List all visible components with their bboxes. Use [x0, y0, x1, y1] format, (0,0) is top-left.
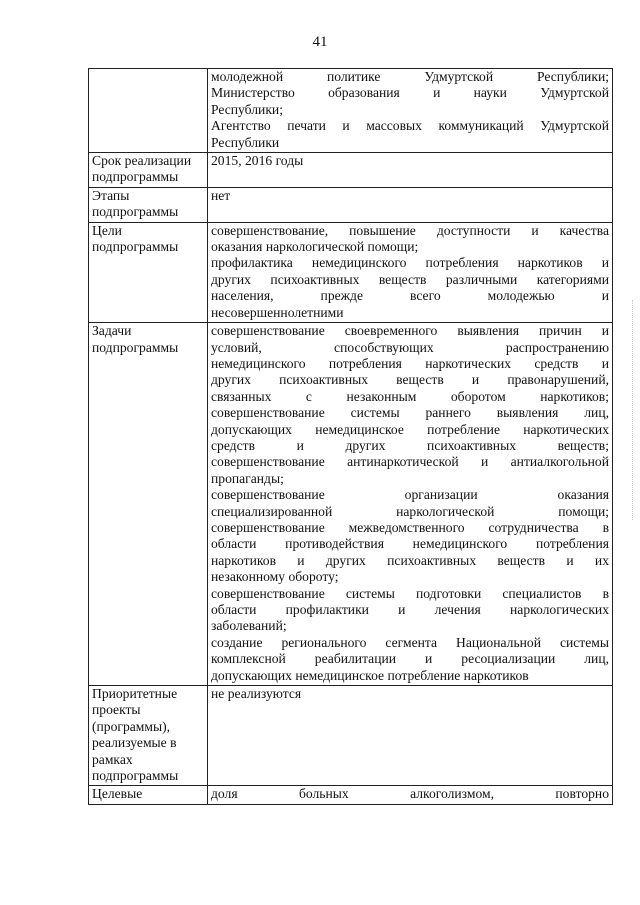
- table-row: [89, 323, 613, 686]
- row-content-line: доля больных алкоголизмом, повторно: [211, 786, 609, 802]
- row-content-line: заболеваний;: [211, 618, 287, 634]
- row-content-line: других психоактивных веществ различными категориями: [211, 271, 609, 287]
- row-content-line: совершенствование системы раннего выявления лиц,: [211, 405, 609, 421]
- row-content-line: комплексной реабилитации и ресоциализации лиц,: [211, 651, 609, 667]
- row-content-line: совершенствование межведомственного сотрудничества в: [211, 519, 609, 535]
- table-row: [89, 786, 613, 804]
- row-content-line: области профилактики и лечения наркологических: [211, 602, 609, 617]
- row-content-line: молодежной политике Удмуртской Республики;: [211, 69, 609, 84]
- row-content-line: оказания наркологической помощи;: [211, 239, 419, 255]
- row-label-line: подпрограммы: [92, 239, 179, 255]
- row-content-line: нет: [211, 187, 231, 203]
- row-content-line: допускающих немедицинское потребление наркотических: [211, 421, 609, 437]
- row-content-cell: [208, 786, 613, 804]
- row-content-line: совершенствование организации оказания: [211, 487, 609, 503]
- row-content-line: совершенствование, повышение доступности и качества: [211, 222, 609, 238]
- row-content-cell: [208, 686, 613, 786]
- table-row: [89, 686, 613, 786]
- row-content-line: несовершеннолетними: [211, 304, 344, 320]
- row-label-cell: [89, 786, 208, 804]
- row-content-line: совершенствование системы подготовки специалистов в: [211, 585, 609, 601]
- row-content-line: допускающих немедицинское потребление наркотиков: [211, 667, 529, 683]
- row-content-line: профилактика немедицинского потребления наркотиков и: [211, 255, 609, 271]
- row-label-line: Целевые: [92, 786, 143, 802]
- row-content-line: других психоактивных веществ и правонарушений,: [211, 372, 609, 388]
- row-content-line: незаконному обороту;: [211, 569, 339, 585]
- row-content-line: не реализуются: [211, 686, 302, 702]
- row-label-cell: [89, 187, 208, 222]
- row-content-line: области противодействия немедицинского потребления: [211, 536, 609, 552]
- row-label-line: Срок реализации: [92, 153, 192, 169]
- row-content-line: пропаганды;: [211, 470, 284, 486]
- scan-margin-mark: [632, 300, 634, 520]
- row-content-cell: [208, 69, 613, 153]
- row-content-cell: [208, 222, 613, 322]
- row-content-line: совершенствование своевременного выявления причин и: [211, 323, 609, 339]
- table-row: [89, 69, 613, 153]
- row-label-line: Задачи: [92, 323, 132, 339]
- row-label-line: Этапы: [92, 187, 130, 203]
- row-content-line: совершенствование антинаркотической и антиалкогольной: [211, 454, 609, 470]
- row-content-line: немедицинского потребления наркотических средств и: [211, 355, 609, 371]
- row-content-line: Агентство печати и массовых коммуникаций Удмуртской: [211, 118, 609, 134]
- row-label-cell: [89, 323, 208, 686]
- table-row: [89, 153, 613, 188]
- row-label-line: подпрограммы: [92, 169, 179, 185]
- row-label-line: подпрограммы: [92, 339, 179, 355]
- row-label-line: Приоритетные: [92, 686, 178, 702]
- row-label-cell: [89, 153, 208, 188]
- row-content-line: Республики: [211, 134, 280, 150]
- row-content-line: Республики;: [211, 101, 283, 117]
- table-row: [89, 222, 613, 322]
- row-content-cell: [208, 323, 613, 686]
- row-content-line: населения, прежде всего молодежью и: [211, 288, 609, 304]
- row-content-line: 2015, 2016 годы: [211, 153, 304, 169]
- row-label-line: Цели: [92, 222, 122, 238]
- row-content-cell: [208, 187, 613, 222]
- row-content-line: Министерство образования и науки Удмуртской: [211, 85, 609, 101]
- row-label-line: проекты: [92, 702, 141, 718]
- row-content-line: средств и других психоактивных веществ;: [211, 437, 609, 453]
- row-label-line: рамках: [92, 751, 133, 767]
- row-content-line: создание регионального сегмента Национальной системы: [211, 634, 609, 650]
- row-label-line: подпрограммы: [92, 768, 179, 784]
- row-label-line: подпрограммы: [92, 204, 179, 220]
- row-label-cell: [89, 69, 208, 153]
- page-number: 41: [312, 34, 328, 50]
- row-content-line: специализированной наркологической помощи;: [211, 503, 609, 519]
- row-label-line: реализуемые в: [92, 735, 177, 751]
- row-label-cell: [89, 686, 208, 786]
- table-row: [89, 187, 613, 222]
- row-content-line: наркотиков и других психоактивных веществ и их: [211, 552, 609, 568]
- row-content-line: условий, способствующих распространению: [211, 339, 609, 355]
- subprogram-passport-table: [88, 68, 613, 805]
- row-content-line: связанных с незаконным оборотом наркотиков;: [211, 388, 609, 404]
- row-label-line: (программы),: [92, 718, 171, 734]
- row-label-cell: [89, 222, 208, 322]
- row-content-cell: [208, 153, 613, 188]
